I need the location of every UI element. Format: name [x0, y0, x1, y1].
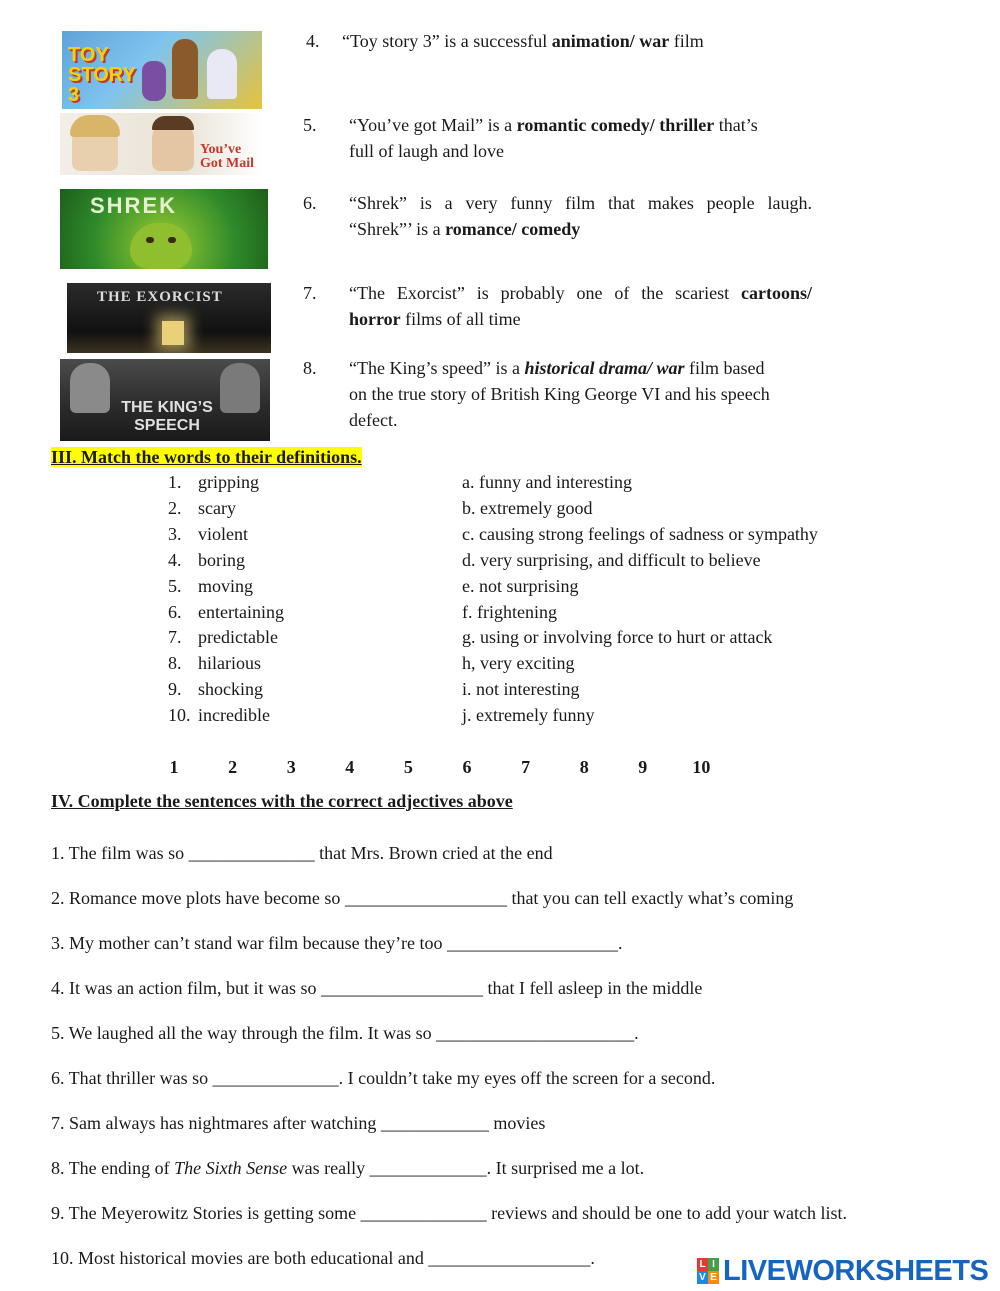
answer-number: 9: [638, 757, 648, 777]
poster-youve-got-mail: [60, 113, 262, 175]
poster-title: THE EXORCIST: [97, 289, 223, 305]
sentence-text: was really: [287, 1158, 370, 1178]
sentence-text: that Mrs. Brown cried at the end: [314, 843, 553, 863]
sentence-5: [51, 1023, 639, 1044]
answer-number: 4: [345, 757, 355, 777]
sentence-8: [51, 1158, 644, 1179]
match-definition: d. very surprising, and difficult to believe: [462, 549, 761, 570]
word-number: 4.: [168, 549, 182, 570]
question-number: 4.: [306, 31, 320, 51]
question-number: 8.: [303, 358, 317, 378]
section-title-text: III. Match the words to their definitions.: [51, 447, 362, 467]
sentence-text: 2. Romance move plots have become so: [51, 888, 345, 908]
question-number: 5.: [303, 115, 317, 135]
sentence-10: [51, 1248, 595, 1269]
film-question-8: [349, 355, 819, 433]
film-question-7: [349, 280, 812, 332]
sentence-text: 6. That thriller was so: [51, 1068, 213, 1088]
poster-the-exorcist: [67, 283, 271, 353]
sentence-text: 5. We laughed all the way through the film. It was so: [51, 1023, 437, 1043]
sentence-text: that you can tell exactly what’s coming: [506, 888, 794, 908]
match-word: predictable: [198, 627, 278, 648]
match-definition: f. frightening: [462, 601, 557, 622]
question-text: “The King’s speed” is a: [349, 358, 525, 378]
question-choices: animation/ war: [551, 31, 670, 51]
sentence-text: 10. Most historical movies are both educational and: [51, 1248, 429, 1268]
question-text: film: [669, 31, 704, 51]
answer-number: 6: [462, 757, 472, 777]
logo-text: LIVEWORKSHEETS: [723, 1255, 989, 1287]
question-text: films of all time: [400, 309, 521, 329]
match-definition: e. not surprising: [462, 575, 579, 596]
sentence-text: 7. Sam always has nightmares after watching: [51, 1113, 381, 1133]
sentence-9: [51, 1203, 847, 1224]
question-choices: horror: [349, 309, 401, 329]
match-word: violent: [198, 523, 248, 544]
question-text: defect.: [349, 410, 398, 430]
poster-shrek: [60, 189, 268, 269]
answer-number: 5: [403, 757, 413, 777]
film-question-6: [349, 190, 812, 242]
match-word: gripping: [198, 472, 259, 492]
film-title: The Sixth Sense: [174, 1158, 288, 1178]
sentence-text: . It surprised me a lot.: [486, 1158, 645, 1178]
match-word: boring: [198, 549, 245, 570]
match-definition: h, very exciting: [462, 653, 575, 674]
sentence-1: [51, 843, 553, 864]
answer-number: 8: [579, 757, 589, 777]
match-definition: g. using or involving force to hurt or attack: [462, 627, 773, 648]
answer-blank[interactable]: _____________: [369, 1158, 487, 1178]
answer-blank[interactable]: ______________: [188, 843, 315, 863]
logo-badge: L I V E: [697, 1258, 719, 1284]
match-word: entertaining: [198, 601, 284, 622]
sentence-text: 8. The ending of: [51, 1158, 175, 1178]
sentence-text: 3. My mother can’t stand war film because they’re too: [51, 933, 448, 953]
word-number: 2.: [168, 497, 182, 518]
question-text: “Shrek” is a very funny film that makes people laugh.: [349, 193, 812, 213]
question-text: full of laugh and love: [349, 141, 504, 161]
word-number: 10.: [168, 705, 191, 726]
sentence-text: that I fell asleep in the middle: [482, 978, 703, 998]
question-choices: cartoons/: [741, 283, 812, 303]
question-text: that’s: [714, 115, 758, 135]
word-number: 6.: [168, 601, 182, 622]
poster-title: TOY STORY 3: [68, 44, 136, 106]
answer-blank[interactable]: ______________: [212, 1068, 339, 1088]
match-word: moving: [198, 575, 254, 596]
word-number: 8.: [168, 653, 182, 674]
match-word: scary: [198, 497, 236, 518]
sentence-text: 9. The Meyerowitz Stories is getting some: [51, 1203, 361, 1223]
sentence-text: . I couldn’t take my eyes off the screen for a second.: [338, 1068, 716, 1088]
sentence-text: 4. It was an action film, but it was so: [51, 978, 321, 998]
word-number: 1.: [168, 472, 182, 492]
sentence-text: 1. The film was so: [51, 843, 189, 863]
answer-number: 7: [521, 757, 531, 777]
sentence-text: .: [634, 1023, 639, 1043]
poster-toy-story-3: [62, 31, 262, 109]
sentence-6: [51, 1068, 715, 1089]
match-definition: c. causing strong feelings of sadness or sympathy: [462, 523, 818, 544]
answer-blank[interactable]: ____________: [380, 1113, 489, 1133]
word-number: 7.: [168, 627, 182, 648]
sentence-text: reviews and should be one to add your watch list.: [486, 1203, 848, 1223]
question-text: “You’ve got Mail” is a: [349, 115, 517, 135]
match-definition: a. funny and interesting: [462, 472, 632, 492]
sentence-7: [51, 1113, 545, 1134]
question-text: “Shrek”’ is a: [349, 219, 446, 239]
poster-title: SHREK: [90, 193, 178, 218]
answer-number: 1: [169, 757, 179, 777]
answer-number: 10: [692, 757, 711, 777]
sentence-4: [51, 978, 702, 999]
question-choices: romance/ comedy: [445, 219, 581, 239]
word-number: 9.: [168, 679, 182, 700]
answer-blank[interactable]: __________________: [320, 978, 483, 998]
word-number: 5.: [168, 575, 182, 596]
section-3-title: [51, 447, 362, 468]
poster-title: THE KING’S SPEECH: [121, 399, 213, 434]
match-definition: i. not interesting: [462, 679, 580, 700]
poster-title: You’ve Got Mail: [200, 142, 255, 171]
sentence-2: [51, 888, 793, 909]
match-definition: b. extremely good: [462, 497, 593, 518]
question-choices: romantic comedy/ thriller: [516, 115, 715, 135]
answer-blank[interactable]: ______________: [360, 1203, 487, 1223]
film-question-4: [342, 28, 812, 54]
poster-the-kings-speech: [60, 359, 270, 441]
match-word: incredible: [198, 705, 270, 726]
word-number: 3.: [168, 523, 182, 544]
sentence-text: movies: [488, 1113, 546, 1133]
match-word: shocking: [198, 679, 263, 700]
question-text: film based: [684, 358, 765, 378]
answer-number: 2: [228, 757, 238, 777]
film-question-5: [349, 112, 814, 164]
match-word: hilarious: [198, 653, 261, 674]
question-text: “Toy story 3” is a successful: [342, 31, 552, 51]
sentence-3: [51, 933, 623, 954]
answer-blank[interactable]: ___________________: [447, 933, 619, 953]
answer-blank[interactable]: ______________________: [436, 1023, 635, 1043]
sentence-text: .: [618, 933, 623, 953]
section-4-title: IV. Complete the sentences with the correct adjectives above: [51, 791, 513, 811]
answer-blank[interactable]: __________________: [428, 1248, 591, 1268]
question-number: 6.: [303, 193, 317, 213]
sentence-text: .: [590, 1248, 595, 1268]
answer-blank[interactable]: __________________: [344, 888, 507, 908]
question-choices: historical drama/ war: [524, 358, 685, 378]
answer-number: 3: [286, 757, 296, 777]
question-text: “The Exorcist” is probably one of the scariest: [349, 283, 741, 303]
question-text: on the true story of British King George VI and his speech: [349, 384, 770, 404]
question-number: 7.: [303, 283, 317, 303]
match-definition: j. extremely funny: [462, 705, 595, 726]
